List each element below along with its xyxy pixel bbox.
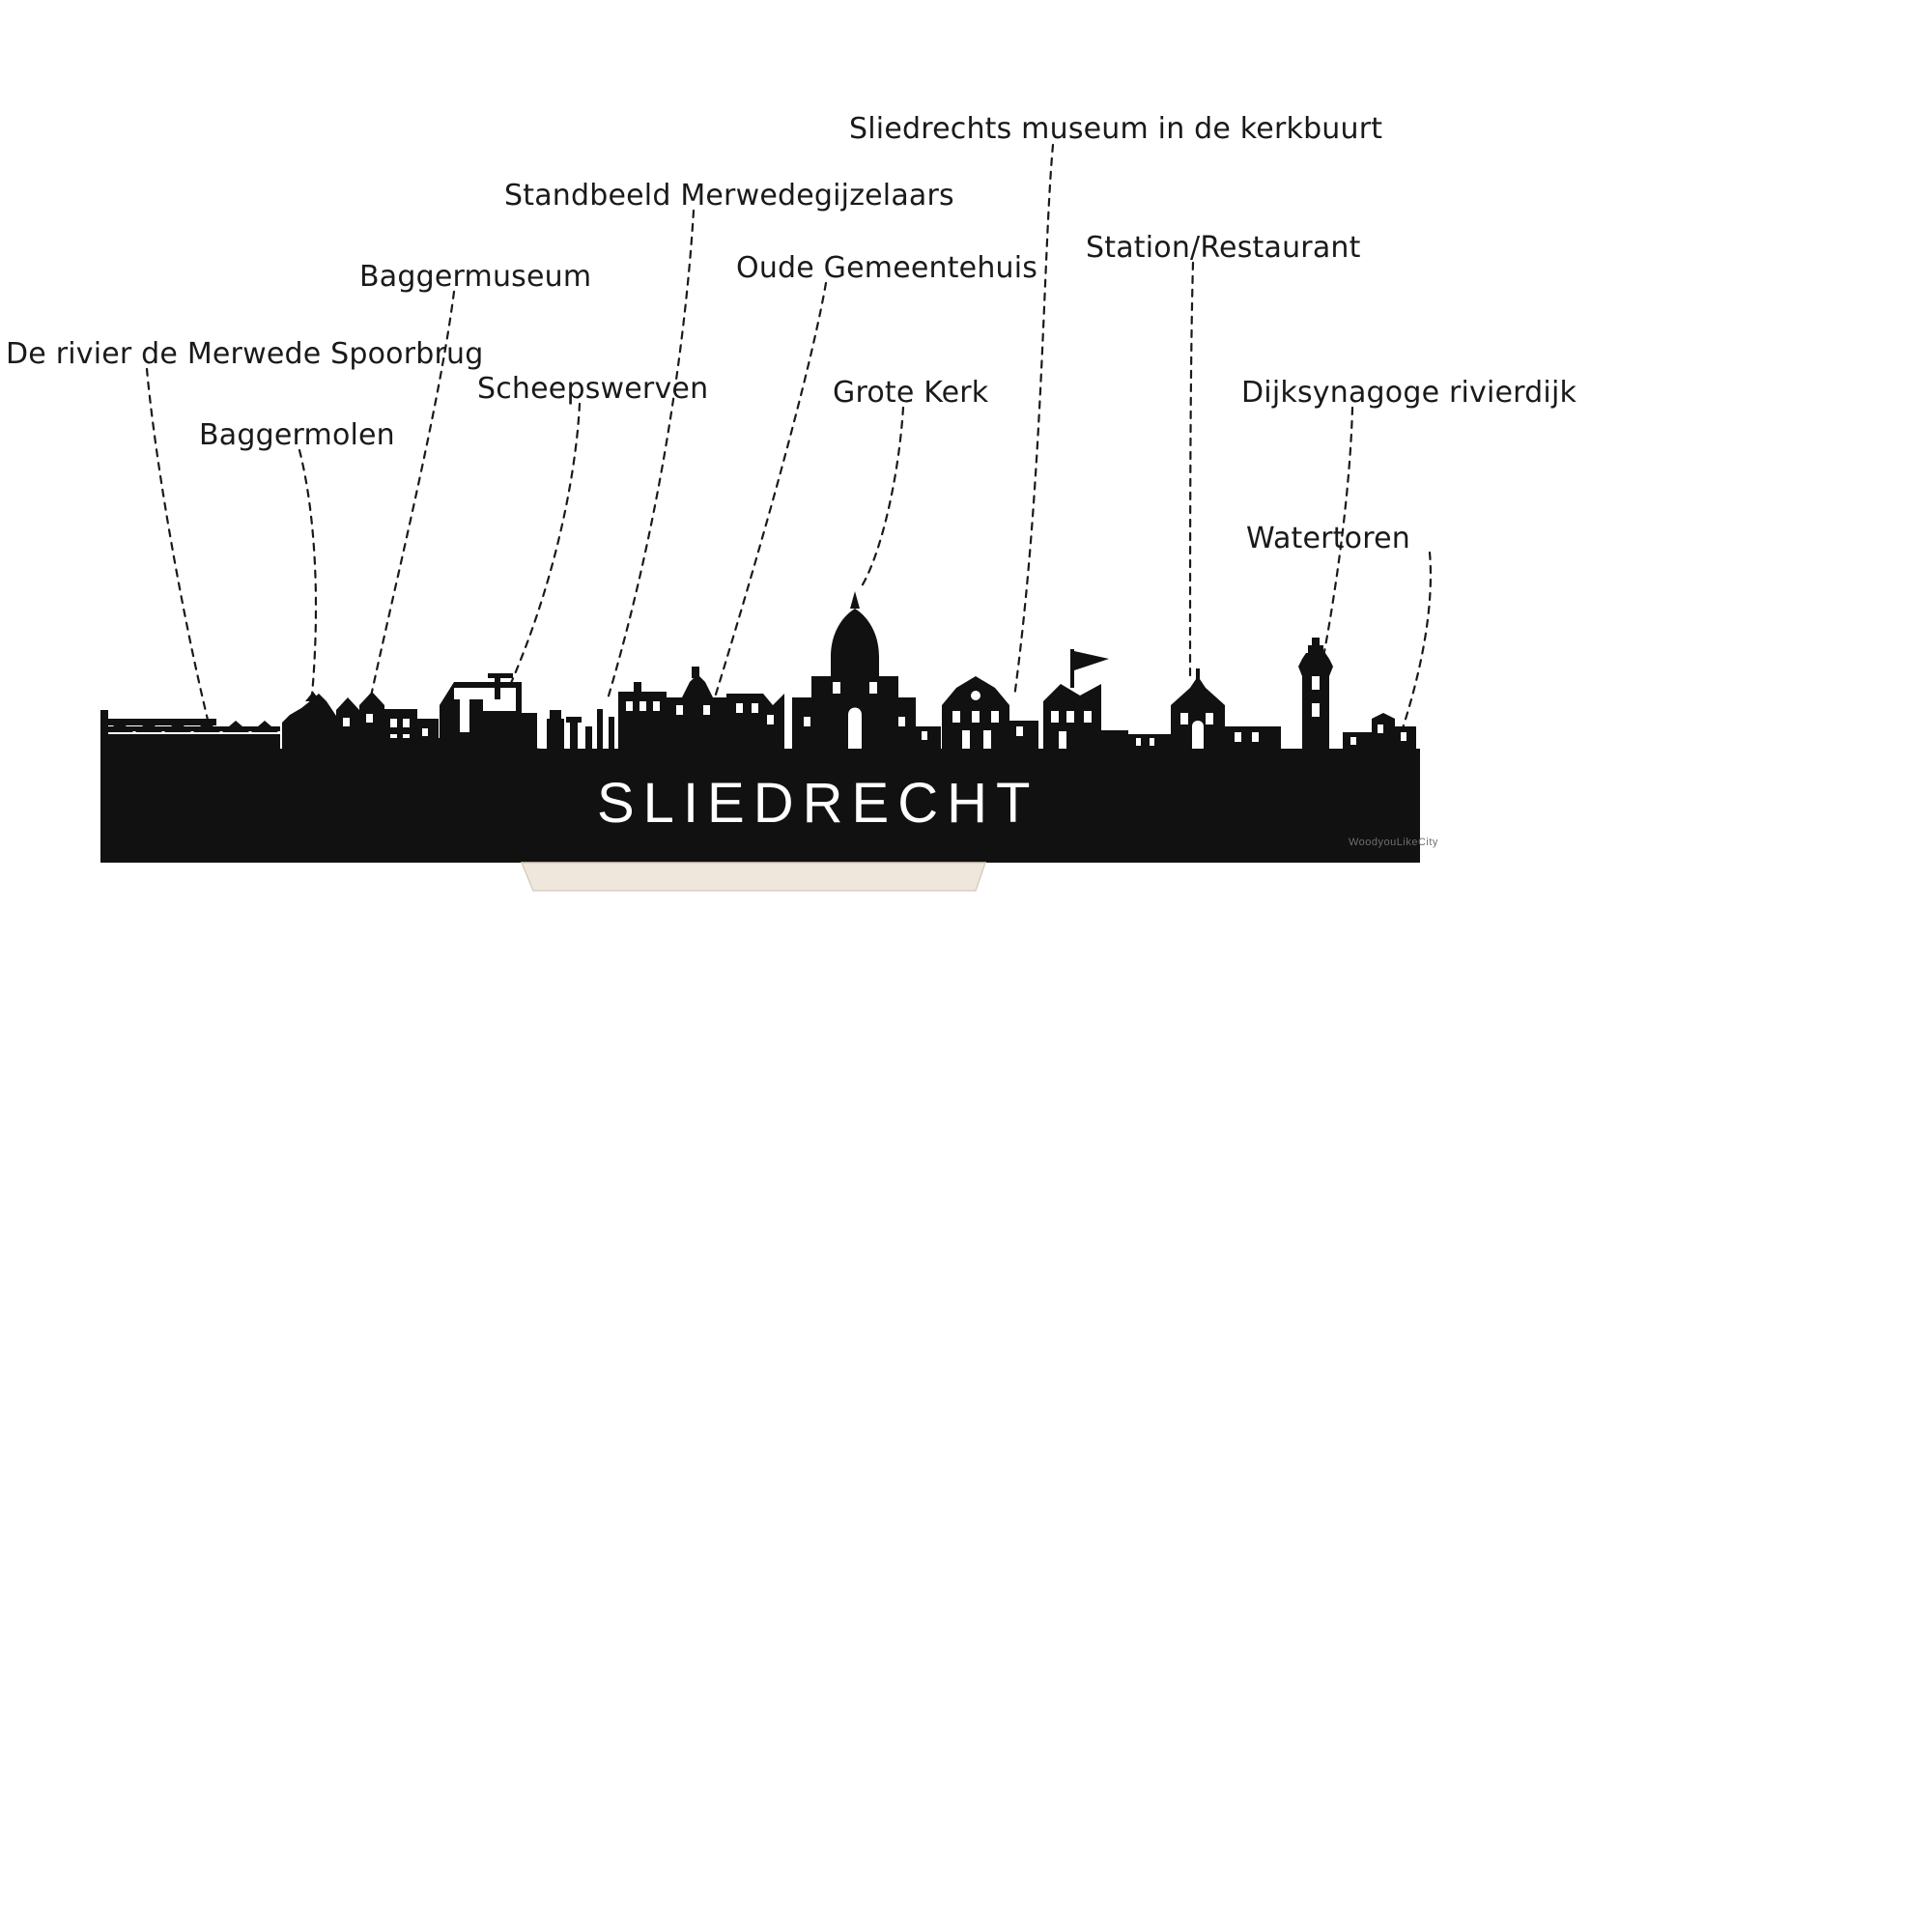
label-sliedrechts-museum: Sliedrechts museum in de kerkbuurt <box>849 112 1383 146</box>
leader-grote-kerk <box>860 408 903 589</box>
label-grote-kerk: Grote Kerk <box>833 376 989 410</box>
label-merwede-spoorbrug: De rivier de Merwede Spoorbrug <box>6 337 484 371</box>
display-base <box>522 863 985 891</box>
leader-scheepswerven <box>502 404 580 702</box>
label-standbeeld: Standbeeld Merwedegijzelaars <box>504 179 954 213</box>
leader-oude-gemeentehuis <box>715 283 826 697</box>
leader-watertoren <box>1401 553 1431 734</box>
leader-baggermolen <box>299 450 316 705</box>
label-station-restaurant: Station/Restaurant <box>1086 231 1361 265</box>
label-scheepswerven: Scheepswerven <box>477 372 709 406</box>
leader-sliedrechts-museum <box>1014 145 1053 697</box>
label-baggermuseum: Baggermuseum <box>359 260 592 294</box>
city-wordmark: SLIEDRECHT <box>597 772 1039 835</box>
label-baggermolen: Baggermolen <box>199 418 395 452</box>
label-oude-gemeentehuis: Oude Gemeentehuis <box>736 251 1038 285</box>
label-watertoren: Watertoren <box>1246 522 1410 555</box>
brand-mark: WoodyouLikeCity <box>1349 837 1438 848</box>
leader-standbeeld <box>607 211 694 702</box>
label-dijksynagoge: Dijksynagoge rivierdijk <box>1241 376 1577 410</box>
leader-station-restaurant <box>1190 263 1193 681</box>
